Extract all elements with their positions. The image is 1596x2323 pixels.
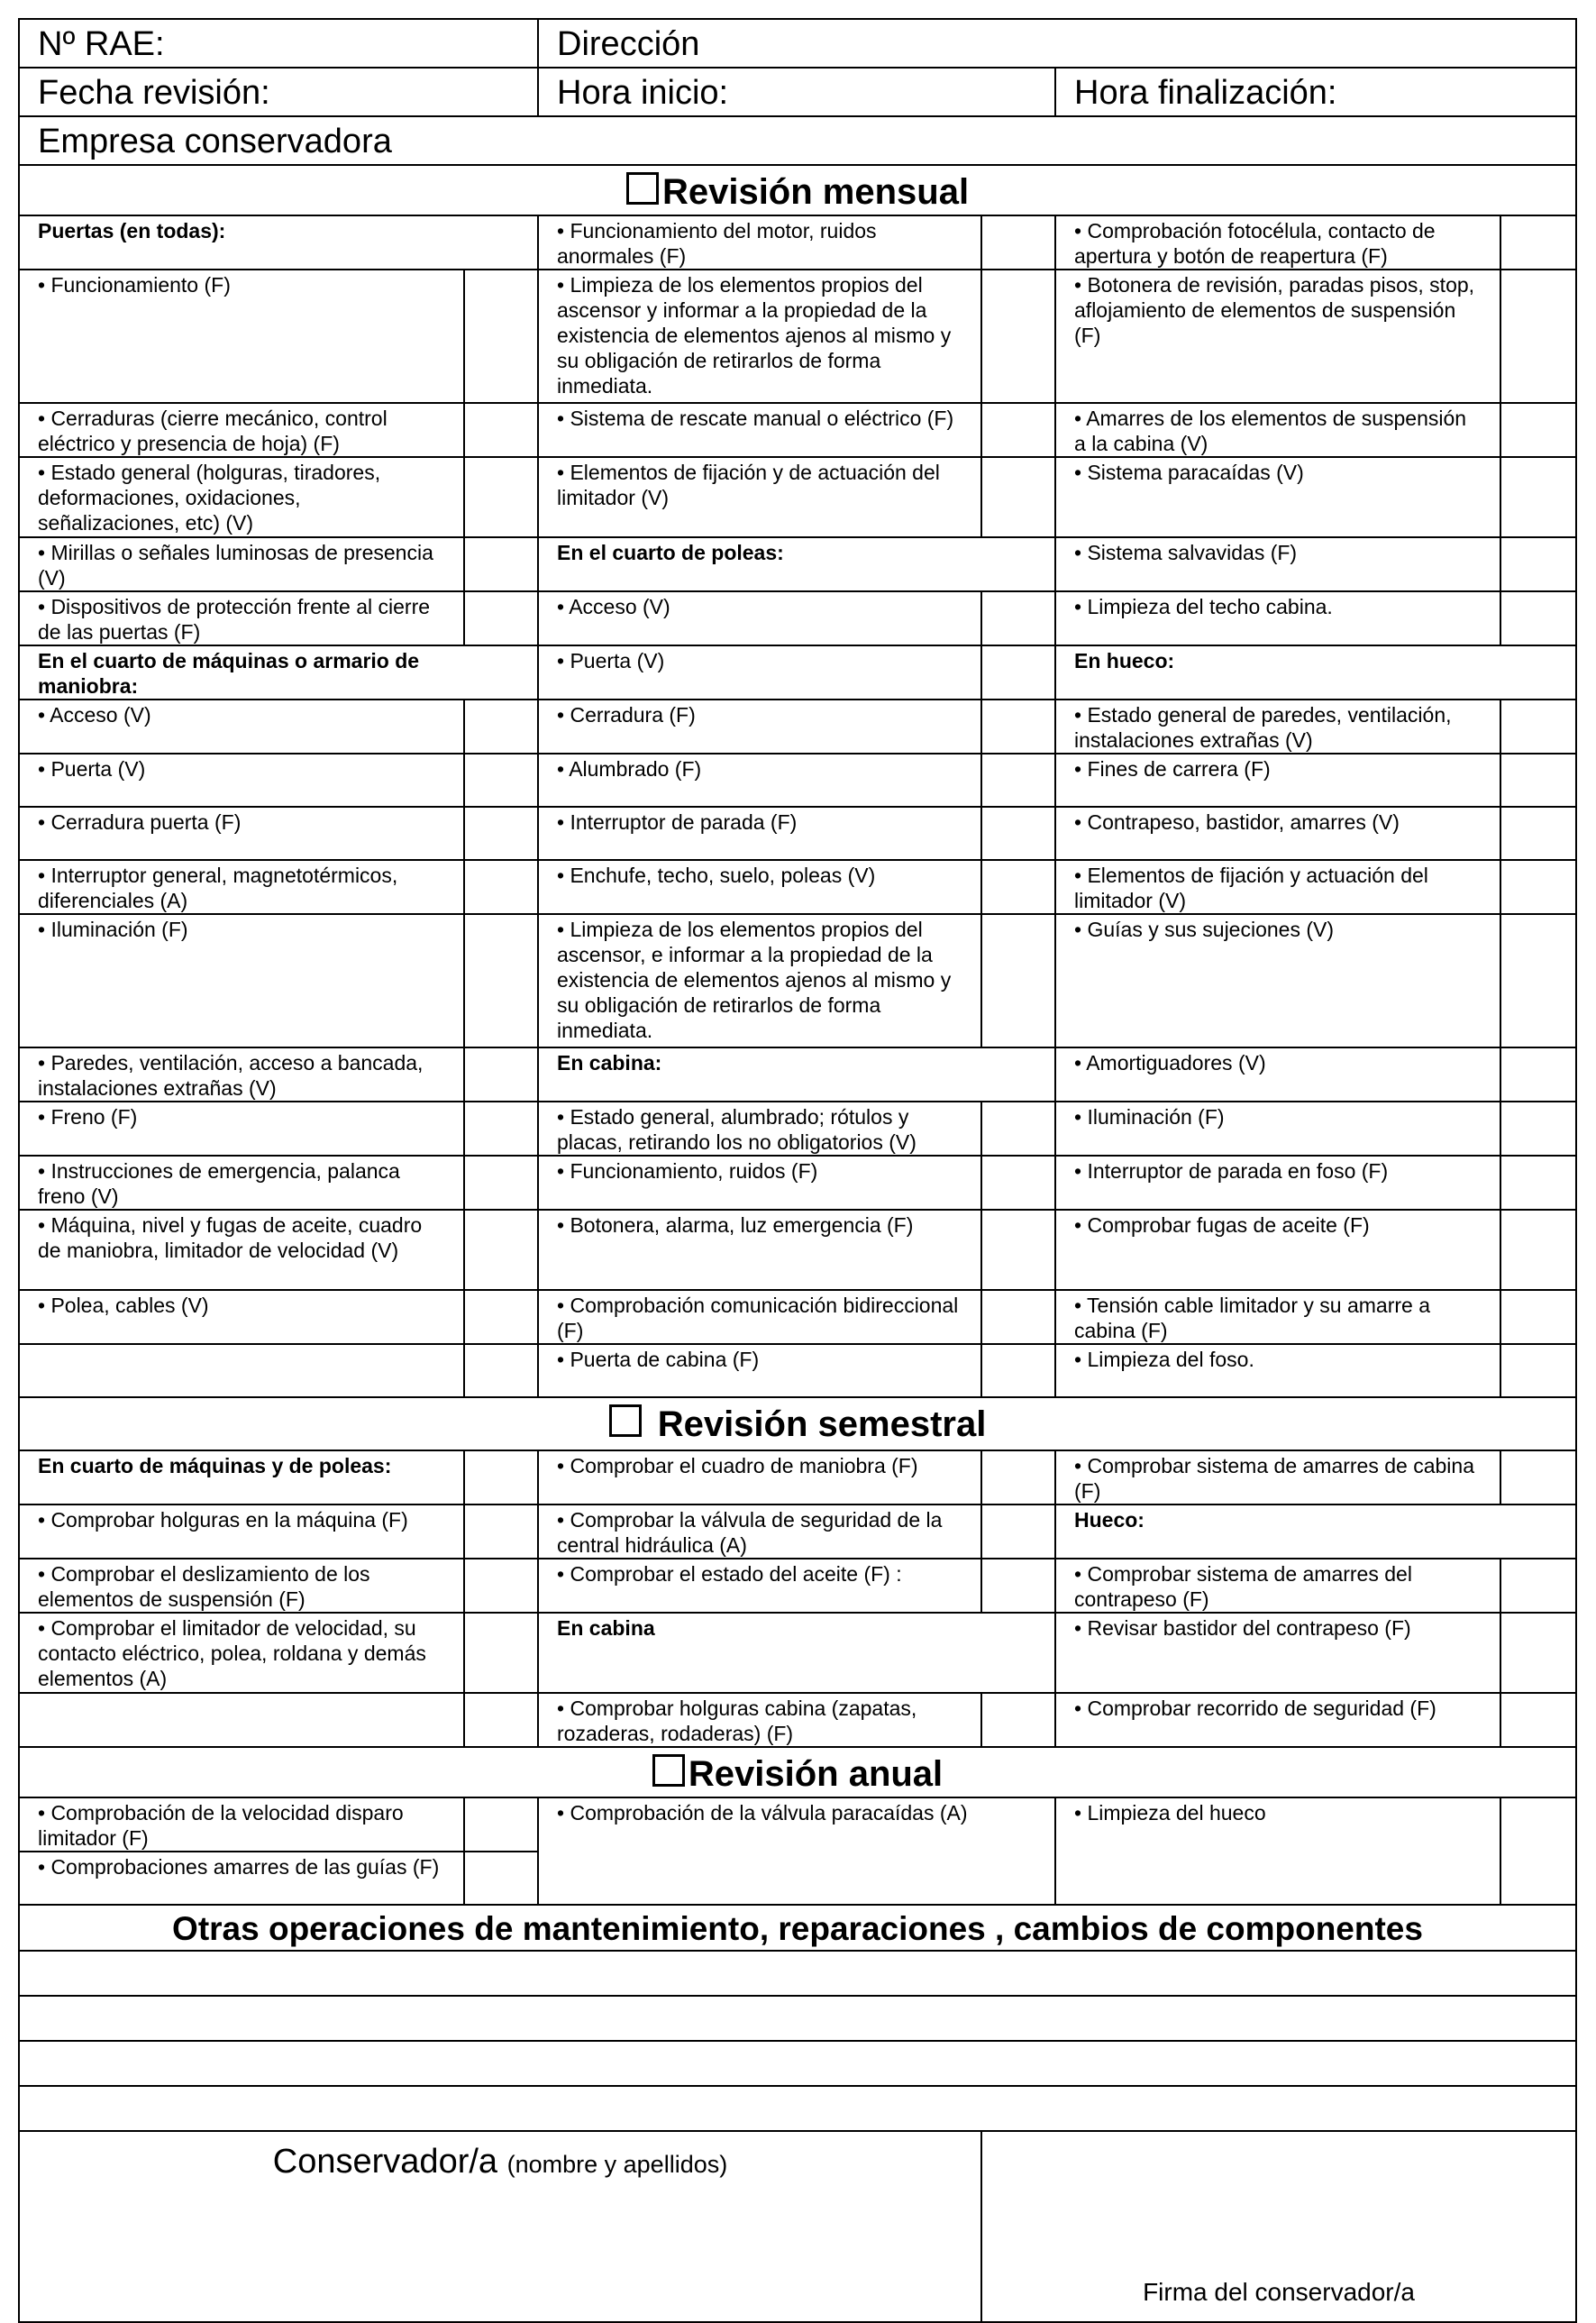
mensual-row [19, 645, 1576, 700]
blank-line-field[interactable] [19, 2041, 1576, 2086]
semestral-row [19, 1613, 1576, 1693]
mensual-row [19, 754, 1576, 807]
section-otras-title: Otras operaciones de mantenimiento, reparaciones , cambios de componentes [19, 1905, 1576, 1951]
rae-field[interactable] [19, 19, 538, 68]
check-cell[interactable] [981, 1290, 1055, 1344]
hora-fin-field[interactable] [1055, 68, 1576, 116]
anual-row [19, 1797, 1576, 1852]
check-cell[interactable] [464, 1210, 538, 1290]
item-text: • Fines de carrera (F) [1055, 754, 1500, 807]
check-cell[interactable] [464, 537, 538, 591]
item-text: • Botonera, alarma, luz emergencia (F) [538, 1210, 981, 1290]
check-cell[interactable] [1500, 700, 1576, 754]
blank-line [19, 1996, 1576, 2041]
item-text: En hueco: [1055, 645, 1576, 700]
check-cell[interactable] [1500, 1344, 1576, 1397]
check-cell[interactable] [464, 1156, 538, 1210]
blank-line-field[interactable] [19, 1951, 1576, 1996]
item-text: • Freno (F) [19, 1102, 464, 1156]
check-cell[interactable] [464, 860, 538, 914]
item-text: • Máquina, nivel y fugas de aceite, cuadro de maniobra, limitador de velocidad (V) [19, 1210, 464, 1290]
mensual-checkbox[interactable] [626, 172, 659, 205]
item-text: • Contrapeso, bastidor, amarres (V) [1055, 807, 1500, 860]
check-cell[interactable] [981, 1210, 1055, 1290]
hora-inicio-label: Hora inicio: [557, 74, 729, 112]
mensual-row [19, 700, 1576, 754]
check-cell[interactable] [1500, 1613, 1576, 1693]
check-cell[interactable] [1500, 860, 1576, 914]
mensual-row [19, 591, 1576, 645]
check-cell[interactable] [1500, 1290, 1576, 1344]
semestral-row [19, 1693, 1576, 1747]
item-text [19, 1450, 464, 1504]
check-cell[interactable] [464, 1344, 538, 1397]
check-cell[interactable] [464, 1797, 538, 1852]
check-cell[interactable] [1500, 1450, 1576, 1504]
check-cell[interactable] [1500, 215, 1576, 270]
item-text: • Paredes, ventilación, acceso a bancada, instalaciones extrañas (V) [19, 1047, 464, 1102]
item-text: • Funcionamiento, ruidos (F) [538, 1156, 981, 1210]
header-row-2 [19, 68, 1576, 116]
check-cell[interactable] [464, 1047, 538, 1102]
anual-checkbox[interactable] [652, 1754, 685, 1787]
item-text: • Estado general, alumbrado; rótulos y placas, retirando los no obligatorios (V) [538, 1102, 981, 1156]
firma-field[interactable] [981, 2131, 1576, 2322]
item-text: • Sistema salvavidas (F) [1055, 537, 1500, 591]
item-text: • Estado general de paredes, ventilación, instalaciones extrañas (V) [1055, 700, 1500, 754]
blank-line [19, 2086, 1576, 2131]
mensual-row [19, 807, 1576, 860]
item-text: • Enchufe, techo, suelo, poleas (V) [538, 860, 981, 914]
item-text: • Sistema paracaídas (V) [1055, 457, 1500, 537]
mensual-row [19, 1102, 1576, 1156]
section-mensual-title: Revisión mensual [661, 172, 970, 212]
check-cell[interactable] [981, 591, 1055, 645]
empresa-label: Empresa conservadora [38, 123, 392, 160]
hora-inicio-field[interactable] [538, 68, 1055, 116]
check-cell[interactable] [464, 754, 538, 807]
item-text: • Acceso (V) [19, 700, 464, 754]
item-text: • Tensión cable limitador y su amarre a cabina (F) [1055, 1290, 1500, 1344]
item-text: • Iluminación (F) [1055, 1102, 1500, 1156]
check-cell[interactable] [981, 1693, 1055, 1747]
semestral-checkbox[interactable] [609, 1404, 642, 1437]
check-cell[interactable] [464, 1693, 538, 1747]
item-text: • Cerradura (F) [538, 700, 981, 754]
conservador-hint: (nombre y apellidos) [506, 2151, 728, 2178]
semestral-row [19, 1559, 1576, 1613]
item-text: En cabina: [538, 1047, 1055, 1102]
check-cell[interactable] [1500, 1210, 1576, 1290]
check-cell[interactable] [1500, 1047, 1576, 1102]
check-cell[interactable] [464, 1290, 538, 1344]
fecha-label: Fecha revisión: [38, 74, 270, 112]
item-text: • Polea, cables (V) [19, 1290, 464, 1344]
item-text: • Alumbrado (F) [538, 754, 981, 807]
check-cell[interactable] [981, 1344, 1055, 1397]
item-text: • Cerraduras (cierre mecánico, control eléctrico y presencia de hoja) (F) [19, 403, 464, 457]
semestral-row [19, 1504, 1576, 1559]
item-text: • Puerta (V) [538, 645, 981, 700]
check-cell[interactable] [981, 270, 1055, 403]
revision-form [18, 18, 1575, 2323]
item-text: • Limpieza del techo cabina. [1055, 591, 1500, 645]
check-cell[interactable] [1500, 1156, 1576, 1210]
item-text: • Interruptor general, magnetotérmicos, diferenciales (A) [19, 860, 464, 914]
mensual-row [19, 215, 1576, 270]
item-text: • Comprobar el estado del aceite (F) : [538, 1559, 981, 1613]
section-anual-cell [19, 1747, 1576, 1797]
item-text: • Dispositivos de protección frente al cierre de las puertas (F) [19, 591, 464, 645]
item-text: • Comprobar fugas de aceite (F) [1055, 1210, 1500, 1290]
firma-label: Firma del conservador/a [1143, 2278, 1415, 2306]
fecha-field[interactable] [19, 68, 538, 116]
check-cell[interactable] [1500, 754, 1576, 807]
check-cell[interactable] [464, 270, 538, 403]
item-text: • Comprobar el cuadro de maniobra (F) [538, 1450, 981, 1504]
check-cell[interactable] [1500, 1559, 1576, 1613]
mensual-row [19, 1210, 1576, 1290]
item-text: • Funcionamiento (F) [19, 270, 464, 403]
item-text [19, 1344, 464, 1397]
form-table [18, 18, 1577, 2323]
item-text: • Limpieza del foso. [1055, 1344, 1500, 1397]
blank-line-field[interactable] [19, 1996, 1576, 2041]
check-cell[interactable] [1500, 270, 1576, 403]
empresa-field[interactable] [19, 116, 1576, 165]
check-cell[interactable] [1500, 1693, 1576, 1747]
check-cell[interactable] [981, 1450, 1055, 1504]
item-text: • Comprobar el deslizamiento de los elementos de suspensión (F) [19, 1559, 464, 1613]
item-text: • Amortiguadores (V) [1055, 1047, 1500, 1102]
check-cell[interactable] [1500, 591, 1576, 645]
mensual-row [19, 537, 1576, 591]
item-text: Puertas (en todas): [19, 215, 538, 270]
check-cell[interactable] [981, 807, 1055, 860]
check-cell[interactable] [464, 1102, 538, 1156]
direccion-label: Dirección [557, 25, 700, 63]
item-text: • Iluminación (F) [19, 914, 464, 1047]
check-cell[interactable] [464, 914, 538, 1047]
item-text: • Guías y sus sujeciones (V) [1055, 914, 1500, 1047]
semestral-row [19, 1450, 1576, 1504]
section-semestral [19, 1397, 1576, 1450]
signature-row [19, 2131, 1576, 2322]
item-text: • Comprobación comunicación bidireccional (F) [538, 1290, 981, 1344]
item-text: • Botonera de revisión, paradas pisos, stop, aflojamiento de elementos de suspensión (F) [1055, 270, 1500, 403]
mensual-row [19, 860, 1576, 914]
check-cell[interactable] [464, 1852, 538, 1905]
item-text: • Revisar bastidor del contrapeso (F) [1055, 1613, 1500, 1693]
mensual-row [19, 1047, 1576, 1102]
item-text: • Elementos de fijación y actuación del limitador (V) [1055, 860, 1500, 914]
blank-line-field[interactable] [19, 2086, 1576, 2131]
section-anual-title: Revisión anual [688, 1754, 944, 1794]
check-cell[interactable] [464, 1450, 538, 1504]
check-cell[interactable] [981, 700, 1055, 754]
item-text: • Instrucciones de emergencia, palanca freno (V) [19, 1156, 464, 1210]
mensual-row [19, 1344, 1576, 1397]
header-row-1 [19, 19, 1576, 68]
check-cell[interactable] [981, 1559, 1055, 1613]
check-cell[interactable] [981, 1156, 1055, 1210]
section-anual [19, 1747, 1576, 1797]
item-text: • Elementos de fijación y de actuación del limitador (V) [538, 457, 981, 537]
item-text: • Comprobación fotocélula, contacto de apertura y botón de reapertura (F) [1055, 215, 1500, 270]
item-text: • Sistema de rescate manual o eléctrico (F) [538, 403, 981, 457]
section-mensual-cell [19, 165, 1576, 215]
firma-area [982, 2132, 1575, 2312]
item-text: • Comprobar recorrido de seguridad (F) [1055, 1693, 1500, 1747]
section-subheading: En cuarto de máquinas y de poleas: [38, 1454, 392, 1477]
item-text: • Comprobar sistema de amarres del contrapeso (F) [1055, 1559, 1500, 1613]
item-text: • Comprobar holguras en la máquina (F) [19, 1504, 464, 1559]
item-text: • Limpieza de los elementos propios del ascensor, e informar a la propiedad de la existencia de elementos ajenos al mismo y su obligación de retirarlos de forma inmediata. [538, 914, 981, 1047]
check-cell[interactable] [981, 860, 1055, 914]
item-text: • Puerta (V) [19, 754, 464, 807]
check-cell[interactable] [464, 457, 538, 537]
section-mensual [19, 165, 1576, 215]
check-cell[interactable] [981, 457, 1055, 537]
item-text: En el cuarto de poleas: [538, 537, 1055, 591]
item-text: • Comprobar el limitador de velocidad, su contacto eléctrico, polea, roldana y demás elementos (A) [19, 1613, 464, 1693]
mensual-row [19, 1290, 1576, 1344]
check-cell[interactable] [981, 215, 1055, 270]
check-cell[interactable] [464, 1559, 538, 1613]
item-text: • Funcionamiento del motor, ruidos anormales (F) [538, 215, 981, 270]
check-cell[interactable] [1500, 403, 1576, 457]
check-cell[interactable] [981, 403, 1055, 457]
check-cell[interactable] [464, 1613, 538, 1693]
conservador-label: Conservador/a [272, 2143, 498, 2181]
check-cell[interactable] [981, 914, 1055, 1047]
rae-label: Nº RAE: [38, 25, 165, 63]
item-text: • Comprobaciones amarres de las guías (F) [19, 1852, 464, 1905]
item-text: En el cuarto de máquinas o armario de maniobra: [19, 645, 538, 700]
check-cell[interactable] [981, 1102, 1055, 1156]
section-semestral-cell [19, 1397, 1576, 1450]
blank-line [19, 2041, 1576, 2086]
section-otras [19, 1905, 1576, 1951]
blank-line [19, 1951, 1576, 1996]
header-row-3 [19, 116, 1576, 165]
check-cell[interactable] [1500, 1797, 1576, 1905]
item-text: • Comprobar holguras cabina (zapatas, rozaderas, rodaderas) (F) [538, 1693, 981, 1747]
check-cell[interactable] [1500, 457, 1576, 537]
section-semestral-title: Revisión semestral [657, 1404, 987, 1444]
check-cell[interactable] [464, 591, 538, 645]
item-text: • Limpieza del hueco [1055, 1797, 1500, 1905]
mensual-row [19, 457, 1576, 537]
item-text: • Comprobación de la velocidad disparo limitador (F) [19, 1797, 464, 1852]
item-text: • Amarres de los elementos de suspensión a la cabina (V) [1055, 403, 1500, 457]
check-cell[interactable] [464, 700, 538, 754]
item-text: • Limpieza de los elementos propios del ascensor y informar a la propiedad de la existencia de elementos ajenos al mismo y su obligación de retirarlos de forma inmediata. [538, 270, 981, 403]
item-text: • Comprobación de la válvula paracaídas (A) [538, 1797, 1055, 1905]
item-text: • Interruptor de parada en foso (F) [1055, 1156, 1500, 1210]
check-cell[interactable] [464, 807, 538, 860]
mensual-row [19, 270, 1576, 403]
item-text: • Puerta de cabina (F) [538, 1344, 981, 1397]
hora-fin-label: Hora finalización: [1074, 74, 1337, 112]
check-cell[interactable] [1500, 537, 1576, 591]
check-cell[interactable] [981, 645, 1055, 700]
item-text [19, 1693, 464, 1747]
conservador-field[interactable] [19, 2131, 981, 2322]
direccion-field[interactable] [538, 19, 1576, 68]
item-text: • Estado general (holguras, tiradores, deformaciones, oxidaciones, señalizaciones, etc) (V) [19, 457, 464, 537]
item-text: En cabina [538, 1613, 1055, 1693]
check-cell[interactable] [1500, 914, 1576, 1047]
check-cell[interactable] [464, 1504, 538, 1559]
check-cell[interactable] [981, 754, 1055, 807]
item-text: • Acceso (V) [538, 591, 981, 645]
check-cell[interactable] [1500, 1102, 1576, 1156]
item-text: • Cerradura puerta (F) [19, 807, 464, 860]
mensual-row [19, 1156, 1576, 1210]
check-cell[interactable] [981, 1504, 1055, 1559]
mensual-row [19, 914, 1576, 1047]
item-text: • Comprobar la válvula de seguridad de la central hidráulica (A) [538, 1504, 981, 1559]
mensual-row [19, 403, 1576, 457]
check-cell[interactable] [1500, 807, 1576, 860]
item-text: • Interruptor de parada (F) [538, 807, 981, 860]
item-text: Hueco: [1055, 1504, 1576, 1559]
item-text: • Comprobar sistema de amarres de cabina (F) [1055, 1450, 1500, 1504]
item-text: • Mirillas o señales luminosas de presencia (V) [19, 537, 464, 591]
check-cell[interactable] [464, 403, 538, 457]
